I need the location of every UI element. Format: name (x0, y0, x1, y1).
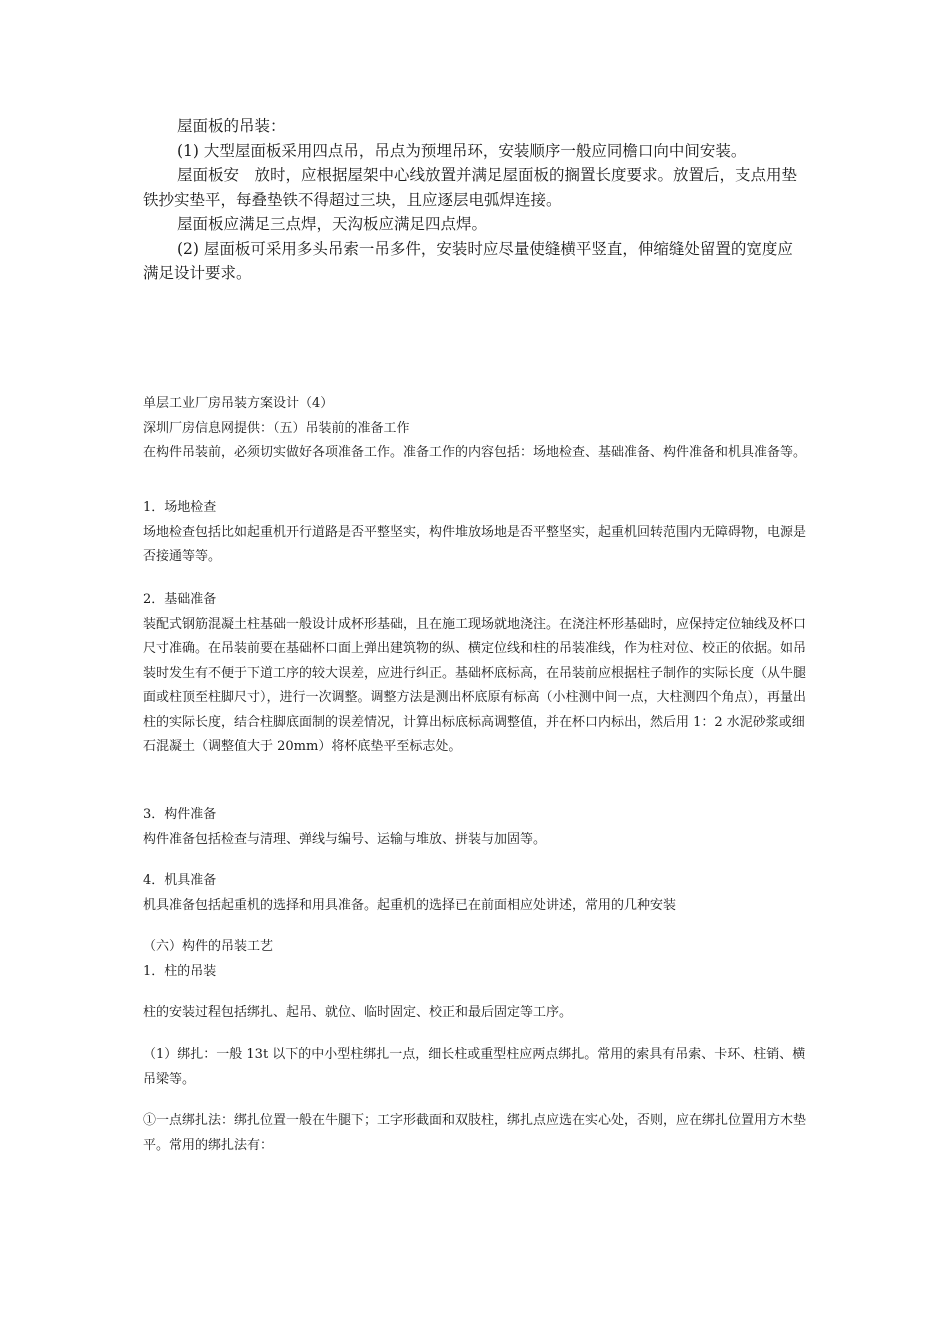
section-title: 4．机具准备 (143, 873, 217, 888)
section-components (143, 803, 813, 852)
section-body: 机具准备包括起重机的选择和用具准备。起重机的选择已在前面相应处讲述，常用的几种安装 (143, 897, 677, 913)
roof-panel-welding: 屋面板应满足三点焊，天沟板应满足四点焊。 (177, 215, 488, 233)
section-title: 3．构件准备 (143, 807, 217, 822)
column-process (143, 1001, 813, 1026)
subsection-title: 1．柱的吊装 (143, 963, 217, 979)
section-body: 场地检查包括比如起重机开行道路是否平整坚实，构件堆放场地是否平整坚实，起重机回转范围内无障碍物，电源是否接通等等。 (143, 524, 807, 564)
article-header (143, 392, 813, 466)
section-body: 构件准备包括检查与清理、弹线与编号、运输与堆放、拼装与加固等。 (143, 831, 547, 847)
section-title: 2．基础准备 (143, 592, 217, 607)
roof-panel-section (143, 114, 808, 286)
section-body: 柱的安装过程包括绑扎、起吊、就位、临时固定、校正和最后固定等工序。 (143, 1005, 573, 1020)
article-intro: 在构件吊装前，必须切实做好各项准备工作。准备工作的内容包括：场地检查、基础准备、构件准备和机具准备等。 (143, 445, 807, 460)
roof-panel-item-2: (2) 屋面板可采用多头吊索一吊多件，安装时应尽量使缝横平竖直，伸缩缝处留置的宽度应满足设计要求。 (143, 239, 793, 282)
article-title: 单层工业厂房吊装方案设计（4） (143, 396, 334, 411)
section-body: ①一点绑扎法：绑扎位置一般在牛腿下；工字形截面和双肢柱，绑扎点应选在实心处，否则，应在绑扎位置用方木垫平。常用的绑扎法有： (143, 1113, 807, 1153)
section-title: （六）构件的吊装工艺 (143, 939, 274, 954)
section-body: 装配式钢筋混凝土柱基础一般设计成杯形基础，且在施工现场就地浇注。在浇注杯形基础时，应保持定位轴线及杯口尺寸准确。在吊装前要在基础杯口面上弹出建筑物的纵、横定位线和柱的吊装准线，作为柱对位、校正的依据。如吊装时发生有不便于下道工序的较大误差，应进行纠正。基础杯底标高，在吊装前应根据柱子制作的实际长度（从牛腿面或柱顶至柱脚尺寸），进行一次调整。调整方法是测出杯底原有标高（小柱测中间一点，大柱测四个角点），再量出柱的实际长度，结合柱脚底面制的误差情况，计算出标底标高调整值，并在杯口内标出，然后用 1：2 水泥砂浆或细石混凝土（调整值大于 20mm）将杯底垫平至标志处。 (143, 616, 807, 754)
section-foundation (143, 588, 813, 760)
section-body: （1）绑扎：一般 13t 以下的中小型柱绑扎一点，细长柱或重型柱应两点绑扎。常用的索具有吊索、卡环、柱销、横吊梁等。 (143, 1047, 806, 1087)
article-source: 深圳厂房信息网提供：（五）吊装前的准备工作 (143, 420, 410, 436)
section-equipment (143, 869, 813, 918)
roof-panel-heading: 屋面板的吊装： (177, 117, 286, 135)
single-point-binding (143, 1109, 813, 1158)
roof-panel-item-1: (1) 大型屋面板采用四点吊，吊点为预埋吊环，安装顺序一般应同檐口向中间安装。 (177, 141, 747, 160)
section-title: 1．场地检查 (143, 500, 217, 515)
roof-panel-placement: 屋面板安 放时，应根据屋架中心线放置并满足屋面板的搁置长度要求。放置后，支点用垫铁抄实垫平，每叠垫铁不得超过三块，且应逐层电弧焊连接。 (143, 166, 798, 209)
section-site-check (143, 496, 813, 570)
section-lifting-process (143, 935, 813, 984)
column-binding (143, 1043, 813, 1092)
